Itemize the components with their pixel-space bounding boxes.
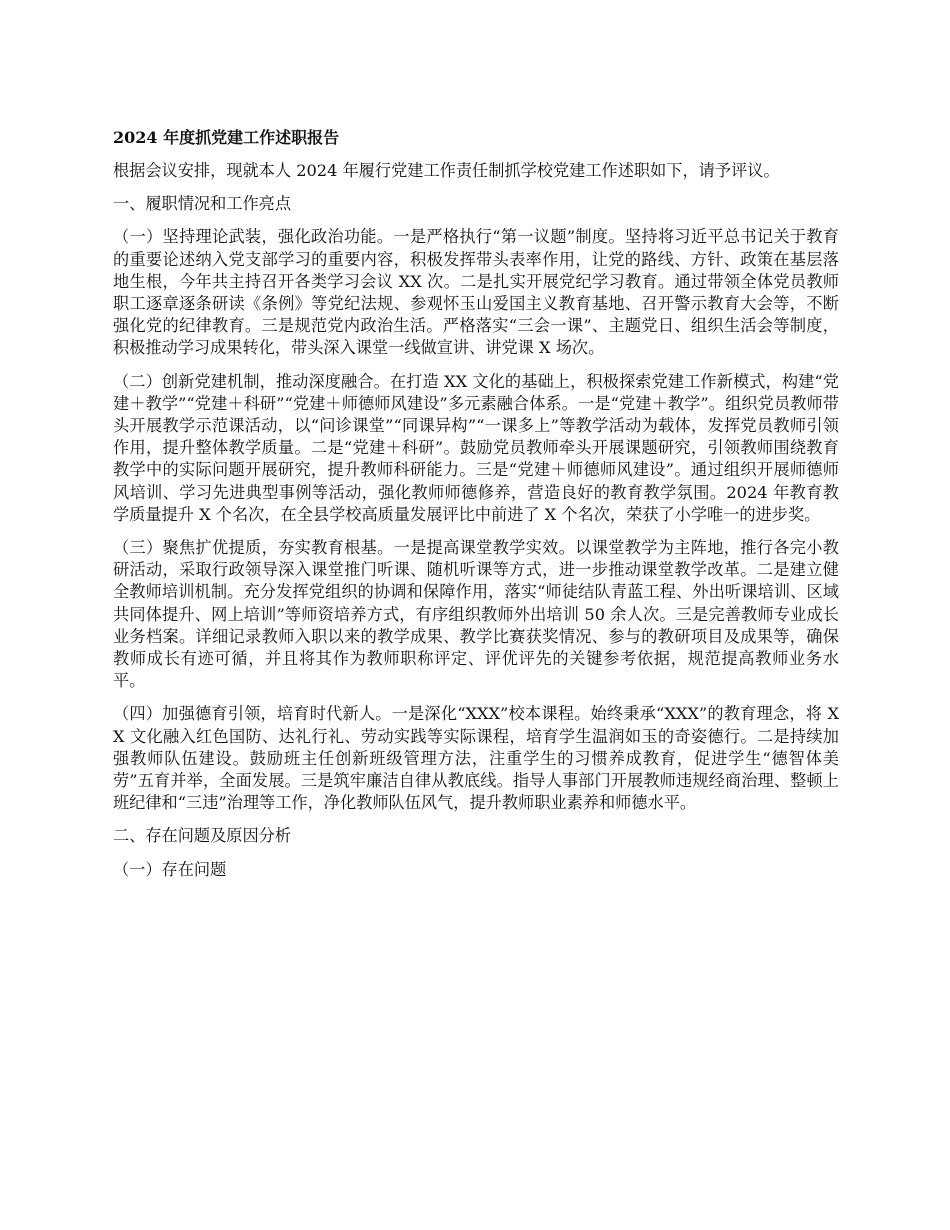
subsection-heading: （一）存在问题 bbox=[113, 859, 227, 879]
paragraph-theory: （一）坚持理论武装，强化政治功能。一是严格执行“第一议题”制度。坚持将习近平总书记关于教育的重要论述纳入党支部学习的重要内容，积极发挥带头表率作用，让党的路线、方针、政策在基层落地生根，今年共主持召开各类学习会议 XX 次。二是扎实开展党纪学习教育。通过带领全体党员教师职工逐章逐条研读《条例》等党纪法规、参观怀玉山爱国主义教育基地、召开警示教育大会等，不断强化党的纪律教育。三是规范党内政治生活。严格落实“三会一课”、主题党日、组织生活会等制度，积极推动学习成果转化，带头深入课堂一线做宣讲、讲党课 X 场次。 bbox=[113, 227, 839, 358]
section-heading-1: 一、履职情况和工作亮点 bbox=[113, 194, 292, 214]
paragraph-quality: （三）聚焦扩优提质，夯实教育根基。一是提高课堂教学实效。以课堂教学为主阵地，推行各完小教研活动，采取行政领导深入课堂推门听课、随机听课等方式，进一步推动课堂教学改革。二是建立健全教师培训机制。充分发挥党组织的协调和保障作用，落实“师徒结队青蓝工程、外出听课培训、区域共同体提升、网上培训”等师资培养方式，有序组织教师外出培训 50 余人次。三是完善教师专业成长业务档案。详细记录教师入职以来的教学成果、教学比赛获奖情况、参与的教研项目及成果等，确保教师成长有迹可循，并且将其作为教师职称评定、评优评先的关键参考依据，规范提高教师业务水平。 bbox=[113, 538, 839, 691]
section-heading-2: 二、存在问题及原因分析 bbox=[113, 826, 292, 846]
document-title: 2024 年度抓党建工作述职报告 bbox=[113, 128, 340, 147]
intro-paragraph: 根据会议安排，现就本人 2024 年履行党建工作责任制抓学校党建工作述职如下，请予评议。 bbox=[113, 161, 780, 180]
document-page bbox=[113, 126, 839, 892]
paragraph-moral-education: （四）加强德育引领，培育时代新人。一是深化“XXX”校本课程。始终秉承“XXX”的教育理念，将 XX 文化融入红色国防、达礼行礼、劳动实践等实际课程，培育学生温润如玉的奇姿德行。二是持续加强教师队伍建设。鼓励班主任创新班级管理方法，注重学生的习惯养成教育，促进学生“德智体美劳”五育并举，全面发展。三是筑牢廉洁自律从教底线。指导人事部门开展教师违规经商治理、整顿上班纪律和“三违”治理等工作，净化教师队伍风气，提升教师职业素养和师德水平。 bbox=[113, 704, 839, 813]
paragraph-mechanism: （二）创新党建机制，推动深度融合。在打造 XX 文化的基础上，积极探索党建工作新模式，构建“党建＋教学”“党建＋科研”“党建＋师德师风建设”多元素融合体系。一是“党建＋教学”。组织党员教师带头开展教学示范课活动，以“问诊课堂”“同课异构”“一课多上”等教学活动为载体，发挥党员教师引领作用，提升整体教学质量。二是“党建＋科研”。鼓励党员教师牵头开展课题研究，引领教师围绕教育教学中的实际问题开展研究，提升教师科研能力。三是“党建＋师德师风建设”。通过组织开展师德师风培训、学习先进典型事例等活动，强化教师师德修养，营造良好的教育教学氛围。2024 年教育教学质量提升 X 个名次，在全县学校高质量发展评比中前进了 X 个名次，荣获了小学唯一的进步奖。 bbox=[113, 371, 839, 524]
